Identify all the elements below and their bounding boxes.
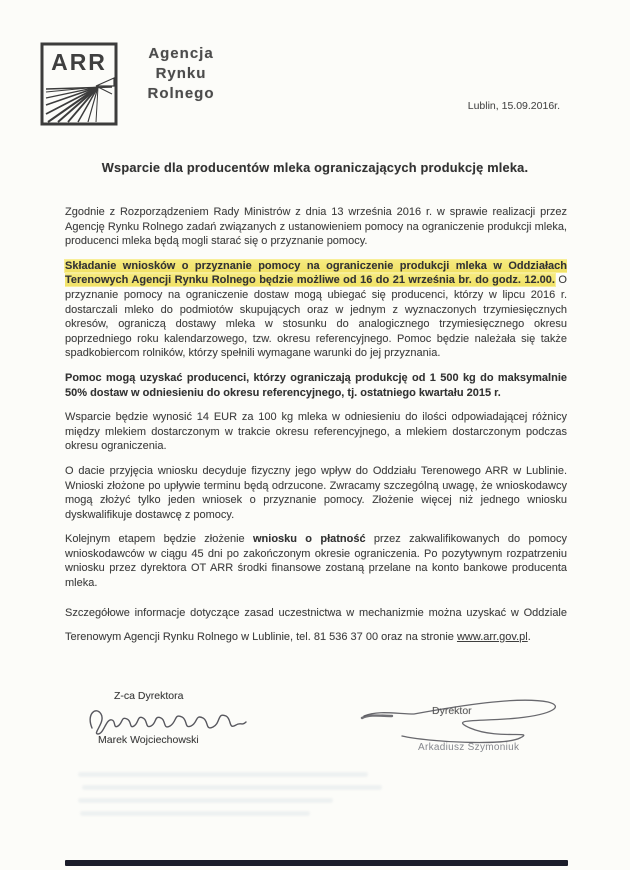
text-segment: Szczegółowe informacje dotyczące zasad uczestnictwa w mechanizmie można uzyskać w Oddziale Terenowym Agencji Rynku Rolnego w Lublinie, tel. 81 536 37 00 oraz na stronie <box>65 606 567 643</box>
paragraph <box>65 464 567 522</box>
text-segment: Zgodnie z Rozporządzeniem Rady Ministrów z dnia 13 września 2016 r. w sprawie realizacji przez Agencję Rynku Rolnego zadań związanych z ustanowieniem pomocy na ograniczenie produkcji mleka, producenci mleka będą mogli starać się o przyznanie pomocy. <box>65 206 567 248</box>
agency-name-line: Rynku <box>155 65 207 82</box>
text-segment: O dacie przyjęcia wniosku decyduje fizyczny jego wpływ do Oddziału Terenowego ARR w Lublinie. Wnioski złożone po upływie terminu będą odrzucone. Zwracamy szczególną uwagę, że wnioskodawcy mogą złożyć tylko jeden wniosek o przyznanie pomocy. Złożenie więcej niż jednego wniosku dyskwalifikuje dostawcę z pomocy. <box>65 464 567 521</box>
arr-logo-icon <box>40 42 118 126</box>
underlined-url-text: www.arr.gov.pl <box>456 630 528 643</box>
letterhead <box>40 42 590 132</box>
agency-name-line: Agencja <box>148 45 214 62</box>
text-segment: wniosku o płatność <box>252 533 366 546</box>
paper-bleed-through <box>78 772 388 824</box>
text-segment: . <box>527 630 531 643</box>
signature-block-deputy-director <box>82 690 252 762</box>
text-segment: przez zakwalifikowanych do pomocy wnioskodawców w ciągu 45 dni po zakończonym okresie ograniczenia. Po pozytywnym rozpatrzeniu wniosku przez dyrektora OT ARR środki finansowe zostaną przelane na konto bankowe producenta mleka. <box>65 533 567 590</box>
signature-title: Dyrektor <box>432 705 472 717</box>
agency-name <box>126 44 236 104</box>
document-paragraphs <box>65 205 567 659</box>
paragraph <box>65 205 567 249</box>
place-and-date: Lublin, 15.09.2016r. <box>467 100 560 112</box>
paragraph <box>65 410 567 454</box>
document-title: Wsparcie dla producentów mleka ograniczających produkcję mleka. <box>101 160 529 175</box>
signature-title: Z-ca Dyrektora <box>114 690 184 702</box>
paragraph <box>65 259 567 361</box>
scan-edge-bar <box>65 860 568 866</box>
field-rows-graphic <box>46 78 114 122</box>
arr-logo <box>40 42 118 131</box>
highlighted-text: Składanie wniosków o przyznanie pomocy na ograniczenie produkcji mleka w Oddziałach Terenowych Agencji Rynku Rolnego będzie możliwe od 16 do 21 września br. do godz. 12.00. <box>65 259 567 287</box>
paragraph <box>65 371 567 400</box>
text-segment: O przyznanie pomocy na ograniczenie dostaw mogą ubiegać się producenci, którzy w lipcu 2016 r. dostarczali mleko do podmiotów skupujących oraz w jednym z wyznaczonych trzymiesięcznych okresów, ograniczą dostawy mleka w stosunku do analogicznego trzymiesięcznego okresu poprzedniego roku kalendarzowego, tzw. okresu referencyjnego. Pomoc będzie należała się także spadkobiercom rolników, którzy spełnili wymagane warunki do jej przyznania. <box>65 274 567 360</box>
signature-name: Arkadiusz Szymoniuk <box>418 742 520 753</box>
agency-name-line: Rolnego <box>147 85 215 102</box>
paragraph <box>65 532 567 590</box>
signature-name: Marek Wojciechowski <box>98 734 199 746</box>
signature-block-director <box>358 692 568 768</box>
paragraph <box>65 601 567 649</box>
text-segment: Kolejnym etapem będzie złożenie <box>65 533 253 546</box>
text-segment: Wsparcie będzie wynosić 14 EUR za 100 kg mleka w odniesieniu do ilości odpowiadającej różnicy między mlekiem dostarczonym w trakcie okresu referencyjnego, a mlekiem dostarczonym podczas okresu ograniczenia. <box>65 411 567 453</box>
text-segment: Pomoc mogą uzyskać producenci, którzy ograniczają produkcję od 1 500 kg do maksymalnie 50% dostaw w odniesieniu do okresu referencyjnego, tj. ostatniego kwartału 2015 r. <box>65 371 567 399</box>
arr-acronym: ARR <box>51 49 107 75</box>
